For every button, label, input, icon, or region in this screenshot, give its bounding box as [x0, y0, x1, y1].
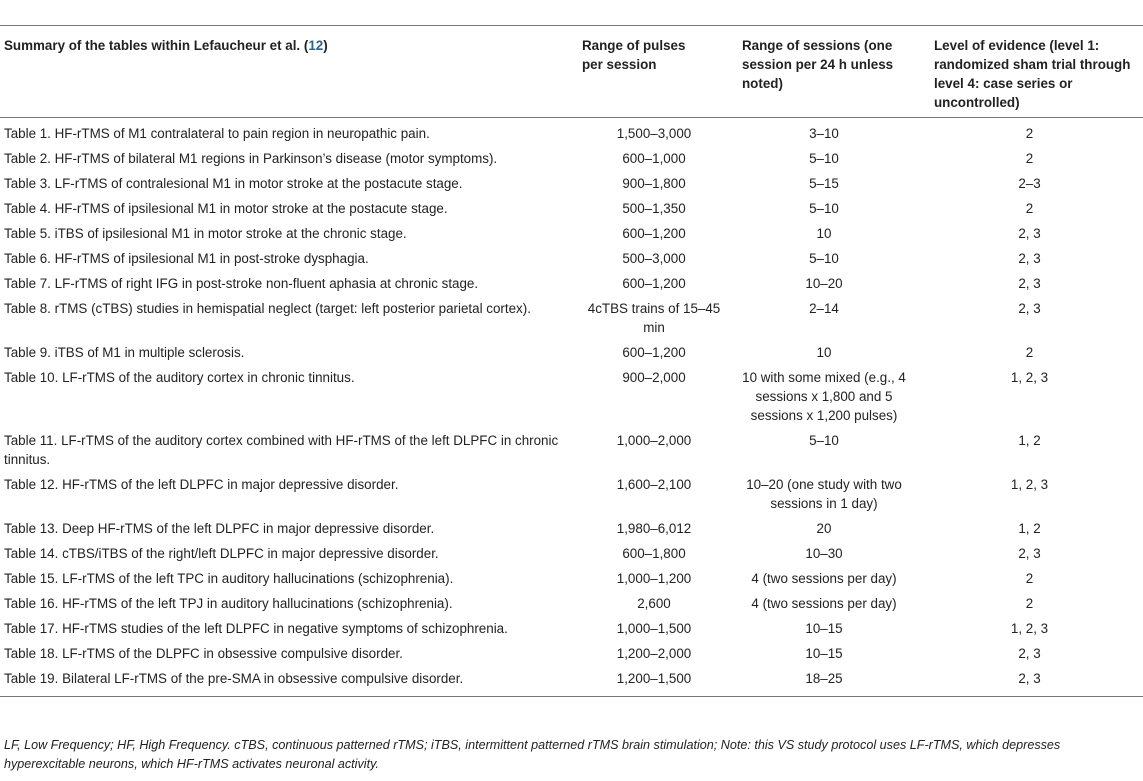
table-cell-pulses: 1,200–2,000 [616, 646, 692, 661]
table-cell-pulses: 600–1,800 [622, 546, 686, 561]
table-body [0, 118, 1143, 697]
table-cell-sessions: 10–20 [805, 276, 843, 291]
header-summary-text: Summary of the tables within Lefaucheur et al. ( [4, 38, 309, 53]
table-cell-description: Table 4. HF-rTMS of ipsilesional M1 in motor stroke at the postacute stage. [4, 201, 448, 216]
table-cell-sessions: 5–10 [809, 433, 839, 448]
table-row [0, 271, 1143, 296]
table-cell-sessions: 3–10 [809, 126, 839, 141]
table-row [0, 541, 1143, 566]
table-cell-description: Table 16. HF-rTMS of the left TPJ in auditory hallucinations (schizophrenia). [4, 596, 453, 611]
table-cell-sessions: 5–15 [809, 176, 839, 191]
table-row [0, 221, 1143, 246]
table-cell-description: Table 5. iTBS of ipsilesional M1 in motor stroke at the chronic stage. [4, 226, 407, 241]
table-row [0, 340, 1143, 365]
table-cell-description: Table 17. HF-rTMS studies of the left DLPFC in negative symptoms of schizophrenia. [4, 621, 508, 636]
table-cell-description: Table 19. Bilateral LF-rTMS of the pre-SMA in obsessive compulsive disorder. [0, 666, 576, 697]
table-cell-sessions: 10 [816, 345, 832, 360]
table-cell-evidence: 2, 3 [1018, 646, 1041, 661]
header-sessions: Range of sessions (one session per 24 h unless noted) [732, 26, 916, 118]
table-cell-sessions: 10–15 [805, 646, 843, 661]
table-cell-evidence: 2, 3 [1018, 276, 1041, 291]
table-cell-evidence: 2, 3 [1018, 226, 1041, 241]
table-row [0, 365, 1143, 428]
table-row [0, 428, 1143, 472]
table-cell-pulses: 900–1,800 [622, 176, 686, 191]
header-row [0, 26, 1143, 118]
table-cell-description: Table 13. Deep HF-rTMS of the left DLPFC in major depressive disorder. [4, 521, 435, 536]
table-cell-sessions: 4 (two sessions per day) [751, 596, 897, 611]
table-cell-sessions: 2–14 [809, 301, 839, 316]
table-cell-description: Table 8. rTMS (cTBS) studies in hemispatial neglect (target: left posterior parietal cortex). [4, 301, 531, 316]
table-row [0, 516, 1143, 541]
table-cell-description: Table 9. iTBS of M1 in multiple sclerosis. [4, 345, 245, 360]
table-cell-evidence: 1, 2 [1018, 433, 1041, 448]
table-cell-evidence: 2 [1025, 151, 1034, 166]
table-cell-description: Table 11. LF-rTMS of the auditory cortex combined with HF-rTMS of the left DLPFC in chronic tinnitus. [4, 433, 559, 467]
table-cell-evidence: 2, 3 [916, 666, 1143, 697]
table-row [0, 566, 1143, 591]
table-cell-pulses: 1,000–2,000 [616, 433, 692, 448]
table-row [0, 641, 1143, 666]
header-pulses: Range of pulses per session [576, 26, 732, 118]
table-cell-sessions: 20 [816, 521, 832, 536]
table-row [0, 472, 1143, 516]
table-cell-sessions: 5–10 [809, 201, 839, 216]
table-cell-description: Table 18. LF-rTMS of the DLPFC in obsessive compulsive disorder. [4, 646, 403, 661]
table-cell-pulses: 600–1,000 [622, 151, 686, 166]
table-cell-sessions: 10–15 [805, 621, 843, 636]
table-cell-pulses: 2,600 [637, 596, 671, 611]
table-row [0, 171, 1143, 196]
table-cell-pulses: 4cTBS trains of 15–45 min [587, 301, 721, 335]
table-cell-evidence: 2 [1025, 345, 1034, 360]
table-cell-description: Table 1. HF-rTMS of M1 contralateral to pain region in neuropathic pain. [4, 126, 430, 141]
table-cell-evidence: 1, 2 [1018, 521, 1041, 536]
table-cell-sessions: 18–25 [732, 666, 916, 697]
table-cell-sessions: 10–20 (one study with two sessions in 1 day) [746, 477, 902, 511]
header-evidence: Level of evidence (level 1: randomized sham trial through level 4: case series or uncontrolled) [916, 26, 1143, 118]
table-cell-sessions: 5–10 [809, 251, 839, 266]
table-row [0, 118, 1143, 147]
table-cell-description: Table 15. LF-rTMS of the left TPC in auditory hallucinations (schizophrenia). [4, 571, 454, 586]
table-cell-sessions: 4 (two sessions per day) [751, 571, 897, 586]
table-cell-pulses: 1,200–1,500 [576, 666, 732, 697]
summary-table [0, 25, 1143, 697]
table-header [0, 26, 1143, 118]
table-row [0, 591, 1143, 616]
table-cell-sessions: 10–30 [805, 546, 843, 561]
table-cell-pulses: 500–1,350 [622, 201, 686, 216]
table-cell-sessions: 10 with some mixed (e.g., 4 sessions x 1,800 and 5 sessions x 1,200 pulses) [742, 370, 906, 423]
table-cell-description: Table 14. cTBS/iTBS of the right/left DLPFC in major depressive disorder. [4, 546, 439, 561]
table-row [0, 296, 1143, 340]
table-cell-pulses: 600–1,200 [622, 226, 686, 241]
table-cell-evidence: 1, 2, 3 [1010, 370, 1049, 385]
table-footnote: LF, Low Frequency; HF, High Frequency. cTBS, continuous patterned rTMS; iTBS, intermittent patterned rTMS brain stimulation; Note: this VS study protocol uses LF-rTMS, which depresses hyperexcitable neurons, which HF-rTMS activates neuronal activity. [4, 738, 1061, 771]
table-cell-evidence: 2, 3 [1018, 251, 1041, 266]
header-summary [0, 26, 576, 118]
table-cell-evidence: 2 [1025, 126, 1034, 141]
table-row [0, 246, 1143, 271]
table-cell-evidence: 2–3 [1018, 176, 1041, 191]
header-summary-close: ) [323, 38, 328, 53]
table-cell-evidence: 1, 2, 3 [1010, 477, 1049, 492]
table-row [0, 196, 1143, 221]
table-cell-pulses: 1,000–1,200 [616, 571, 692, 586]
table-cell-description: Table 12. HF-rTMS of the left DLPFC in major depressive disorder. [4, 477, 399, 492]
table-cell-pulses: 1,000–1,500 [616, 621, 692, 636]
table-row [0, 666, 1143, 697]
table-cell-evidence: 2 [1025, 201, 1034, 216]
table-cell-description: Table 6. HF-rTMS of ipsilesional M1 in post-stroke dysphagia. [4, 251, 369, 266]
table-cell-pulses: 900–2,000 [622, 370, 686, 385]
table-cell-pulses: 600–1,200 [622, 276, 686, 291]
table-cell-sessions: 10 [816, 226, 832, 241]
table-row [0, 146, 1143, 171]
reference-link[interactable]: 12 [308, 38, 324, 53]
table-cell-description: Table 10. LF-rTMS of the auditory cortex in chronic tinnitus. [4, 370, 355, 385]
table-cell-pulses: 500–3,000 [622, 251, 686, 266]
table-cell-evidence: 2 [1025, 571, 1034, 586]
table-cell-evidence: 1, 2, 3 [1010, 621, 1049, 636]
table-cell-evidence: 2, 3 [1018, 301, 1041, 316]
table-row [0, 616, 1143, 641]
table-cell-pulses: 600–1,200 [622, 345, 686, 360]
table-cell-pulses: 1,500–3,000 [616, 126, 692, 141]
table-cell-description: Table 3. LF-rTMS of contralesional M1 in motor stroke at the postacute stage. [4, 176, 463, 191]
table-cell-evidence: 2 [1025, 596, 1034, 611]
table-cell-pulses: 1,980–6,012 [616, 521, 692, 536]
table-cell-pulses: 1,600–2,100 [616, 477, 692, 492]
table-cell-description: Table 7. LF-rTMS of right IFG in post-stroke non-fluent aphasia at chronic stage. [4, 276, 479, 291]
table-cell-description: Table 2. HF-rTMS of bilateral M1 regions in Parkinson’s disease (motor symptoms). [4, 151, 498, 166]
table-cell-sessions: 5–10 [809, 151, 839, 166]
table-cell-evidence: 2, 3 [1018, 546, 1041, 561]
